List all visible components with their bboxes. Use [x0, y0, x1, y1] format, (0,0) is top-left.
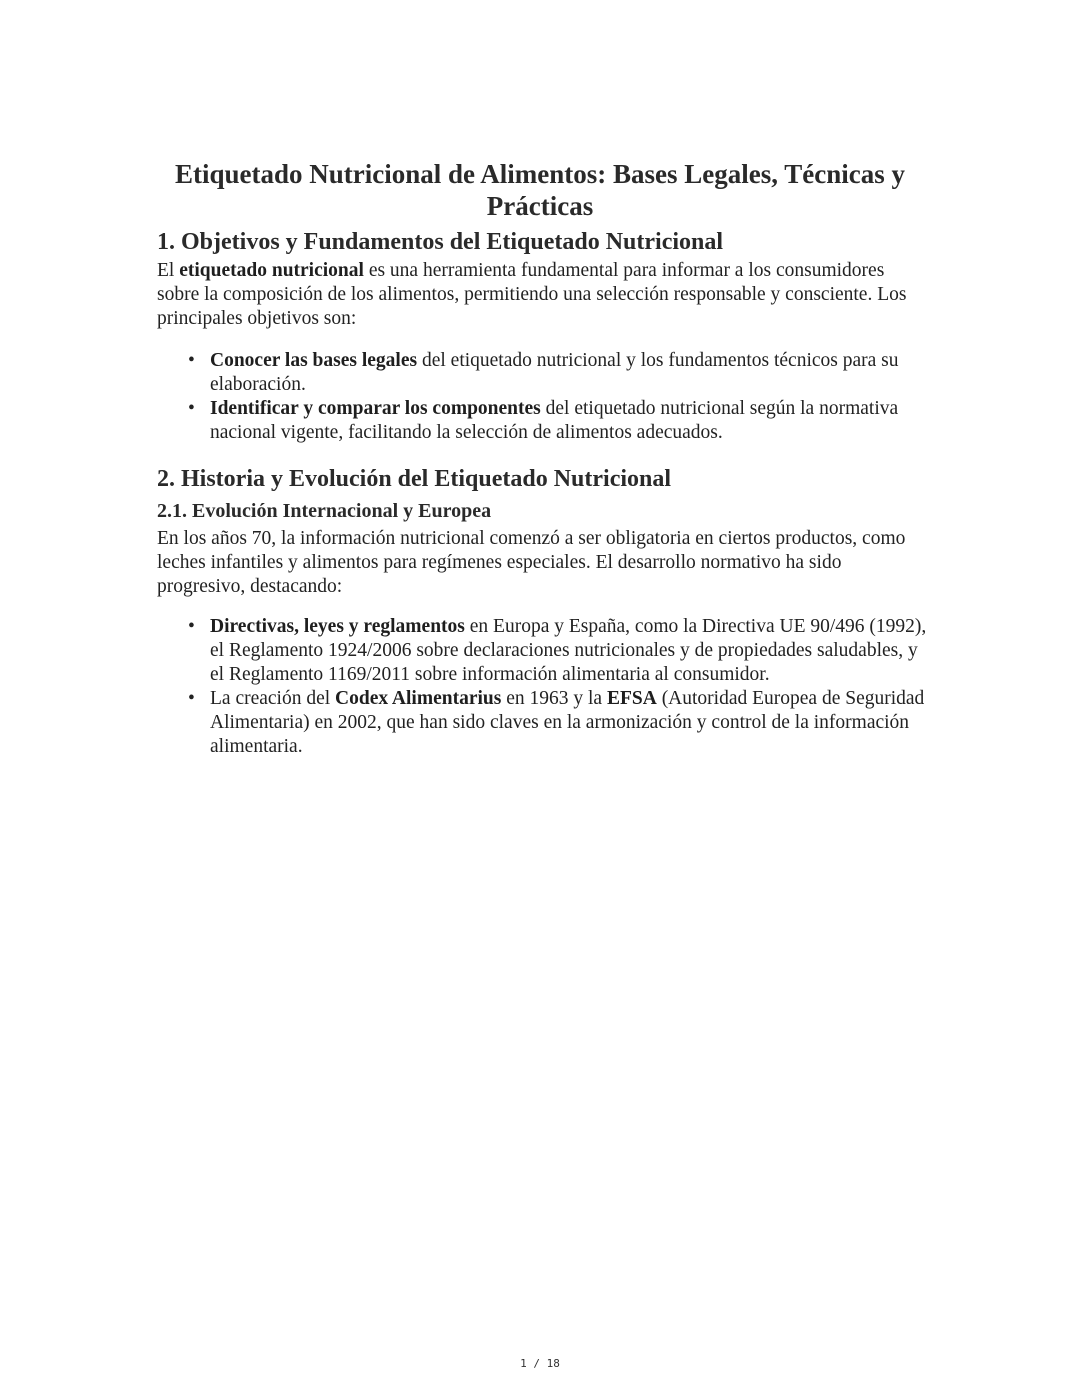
bold-term: Directivas, leyes y reglamentos [210, 616, 465, 637]
history-list [157, 615, 932, 759]
text: en 1963 y la [501, 688, 607, 709]
text: (Autoridad Europea de Seguridad Alimentaria) en 2002, que han sido claves en la armonización y control de la información alimentaria. [210, 688, 925, 757]
bold-term: Conocer las bases legales [210, 350, 418, 371]
document-title: Etiquetado Nutricional de Alimentos: Bases Legales, Técnicas y Prácticas [174, 159, 905, 221]
list-item [157, 349, 927, 397]
bold-term: Codex Alimentarius [335, 688, 502, 709]
subsection-2-1-paragraph: En los años 70, la información nutricional comenzó a ser obligatoria en ciertos productos, como leches infantiles y alimentos para regímenes especiales. El desarrollo normativo ha sido progresivo, destacando: [157, 528, 906, 597]
bullet-icon: • [188, 398, 195, 419]
text: El [157, 260, 180, 281]
bullet-icon: • [188, 688, 195, 709]
bold-term: Identificar y comparar los componentes [210, 398, 541, 419]
bold-term: etiquetado nutricional [179, 260, 364, 281]
list-item [157, 615, 932, 687]
section-1-paragraph [157, 259, 927, 331]
text: es una herramienta fundamental para informar a los consumidores sobre la composición de los alimentos, permitiendo una selección responsable y consciente. Los principales objetivos son: [157, 260, 907, 329]
text: en Europa y España, como la Directiva UE 90/496 (1992), el Reglamento 1924/2006 sobre declaraciones nutricionales y de propiedades saludables, y el Reglamento 1169/2011 sobre información alimentaria al consumidor. [210, 616, 927, 685]
page-number: 1 / 18 [520, 1357, 560, 1370]
bullet-icon: • [188, 350, 195, 371]
bold-term: EFSA [606, 688, 657, 709]
text: del etiquetado nutricional y los fundamentos técnicos para su elaboración. [210, 350, 899, 395]
section-1-heading: 1. Objetivos y Fundamentos del Etiquetado Nutricional [157, 229, 724, 255]
bullet-icon: • [188, 616, 195, 637]
text: del etiquetado nutricional según la normativa nacional vigente, facilitando la selección de alimentos adecuados. [210, 398, 899, 443]
subsection-2-1-heading: 2.1. Evolución Internacional y Europea [157, 500, 492, 522]
list-item [157, 397, 927, 445]
objectives-list [157, 349, 927, 445]
section-2-heading: 2. Historia y Evolución del Etiquetado Nutricional [157, 466, 672, 492]
list-item [157, 687, 932, 759]
text: La creación del [210, 688, 336, 709]
